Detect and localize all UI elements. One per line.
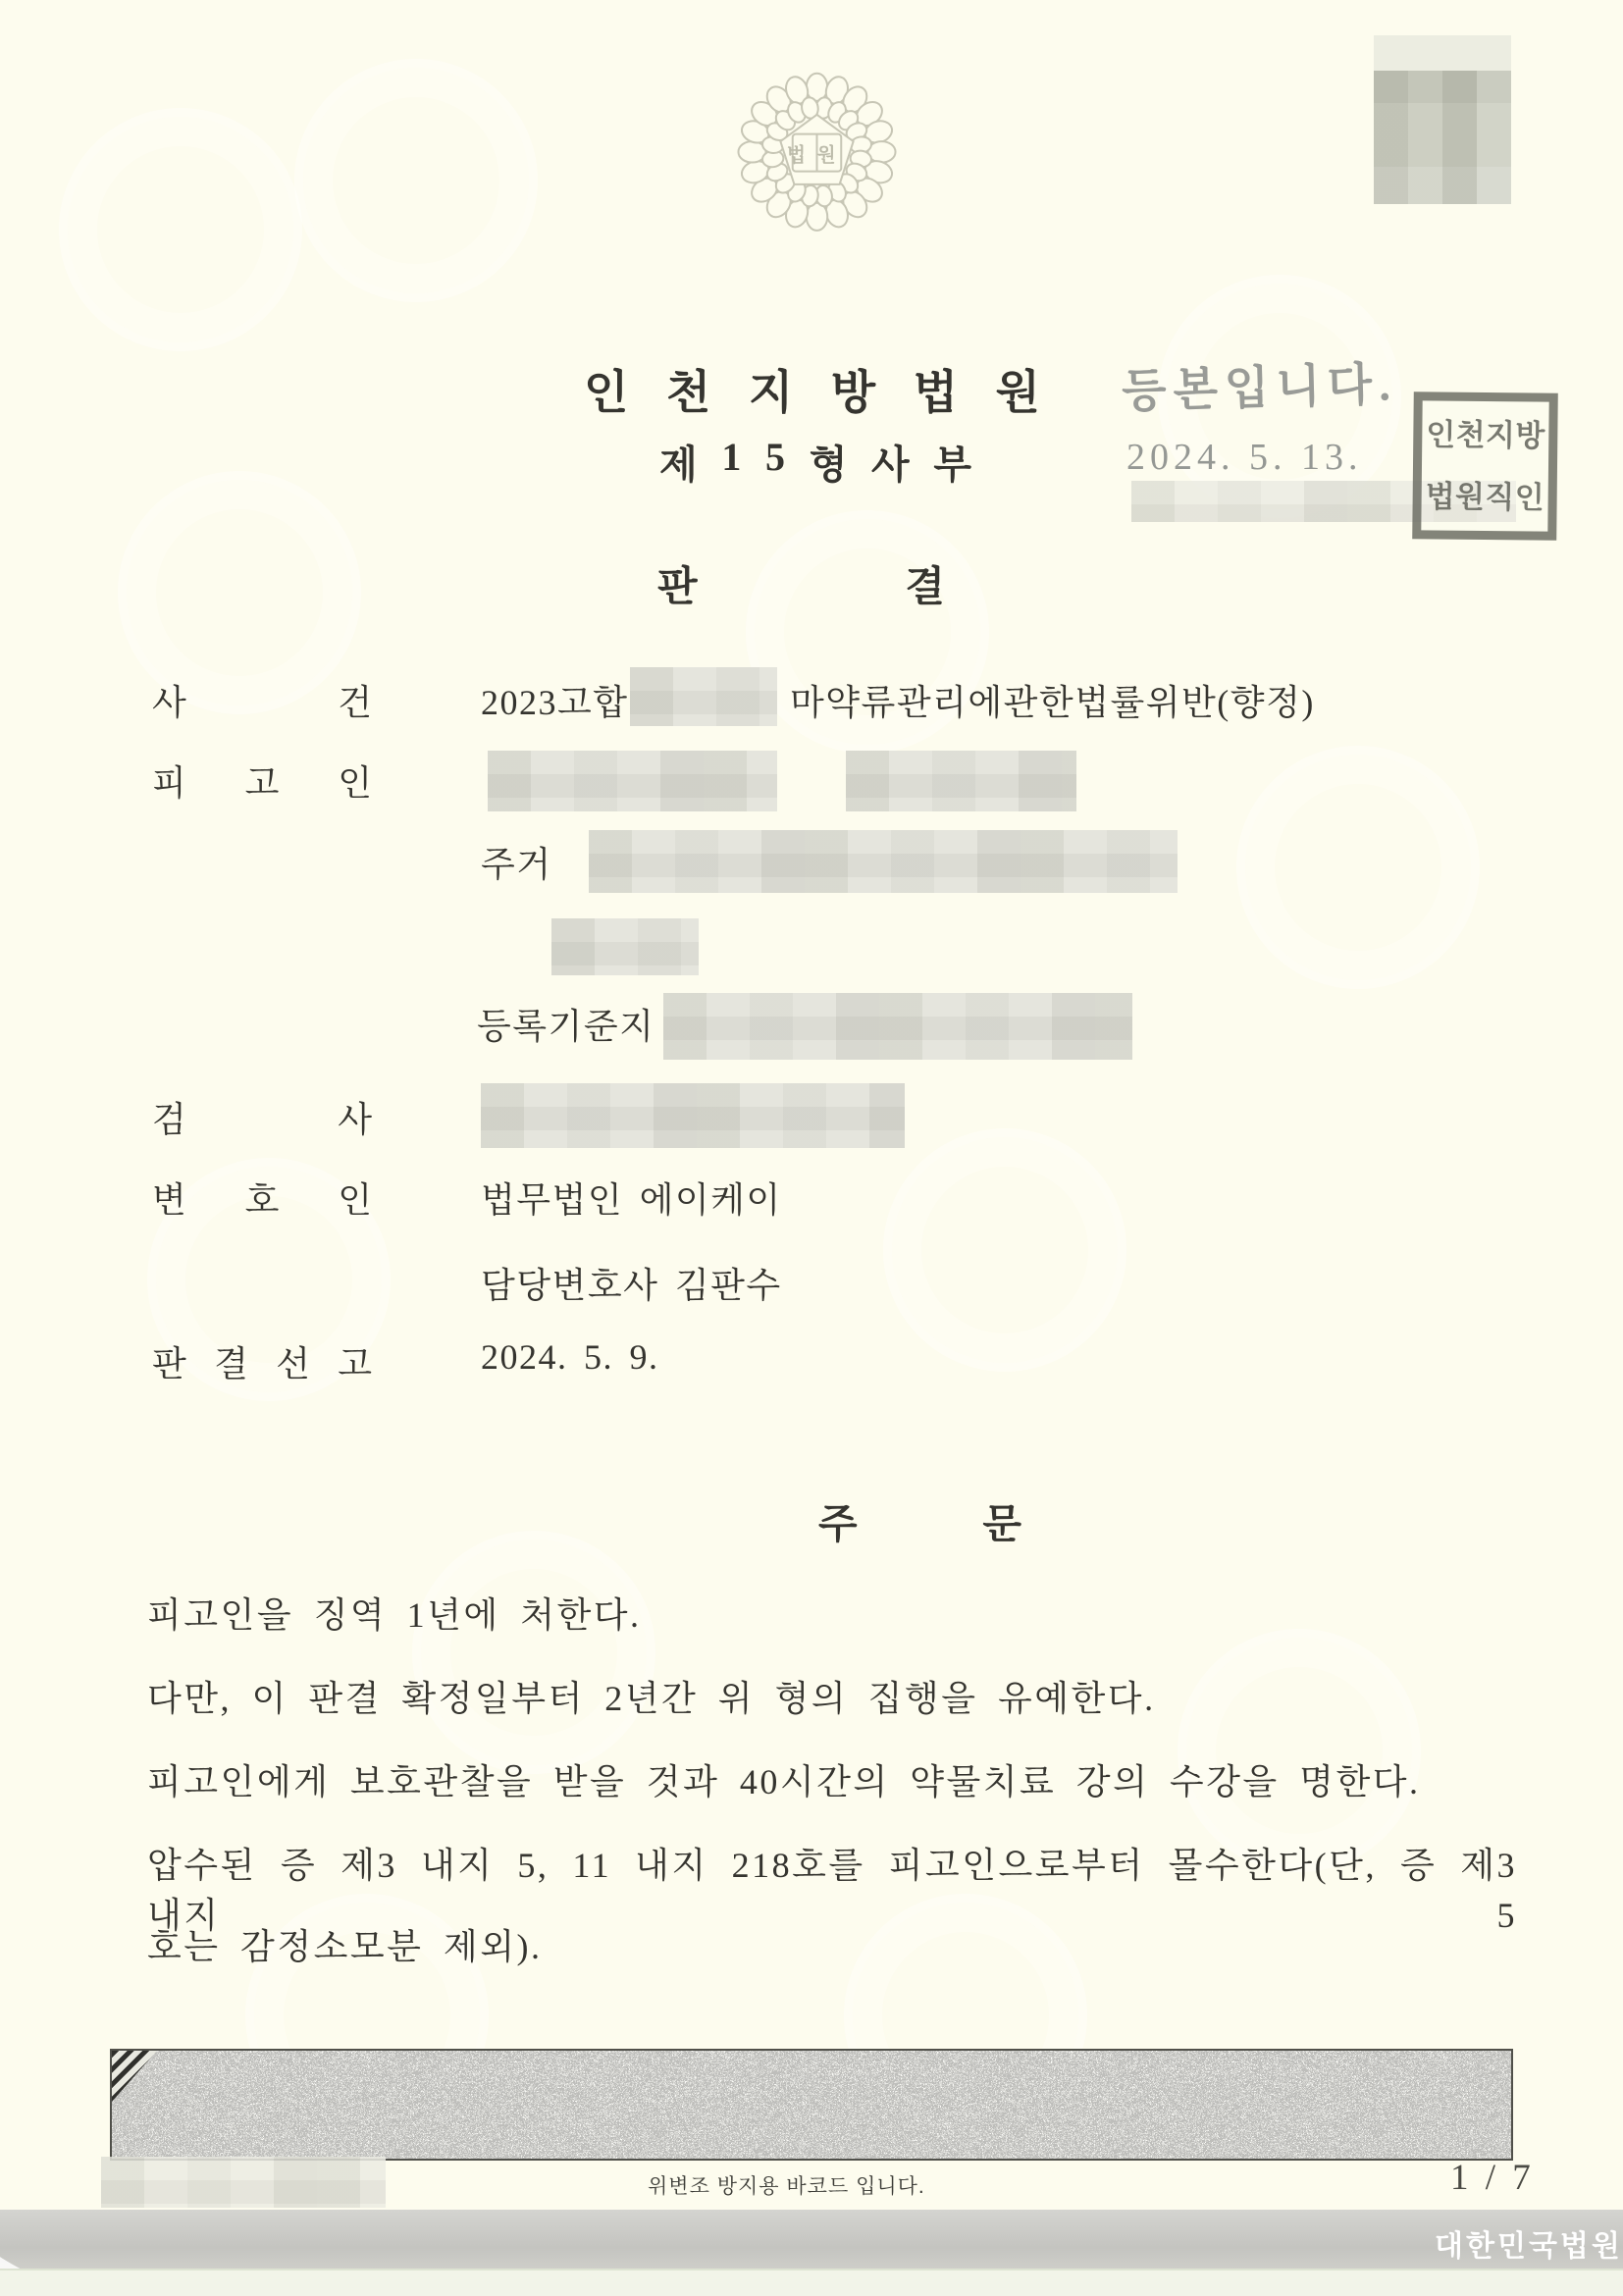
page-number-indicator: 1 / 7 [1450, 2158, 1535, 2198]
redacted-residence-address [589, 830, 1178, 893]
watermark-emblem [1178, 1629, 1421, 1872]
sentencing-label: 판 결 선 고 [152, 1344, 373, 1383]
page-bottom-edge [0, 2269, 1623, 2296]
footer-brand-band [0, 2210, 1623, 2269]
redacted-case-number [630, 667, 777, 726]
disposition-heading: 주 문 [818, 1501, 1021, 1546]
disposition-line: 다만, 이 판결 확정일부터 2년간 위 형의 집행을 유예한다. [147, 1679, 1156, 1718]
court-name-heading: 인 천 지 방 법 원 [584, 368, 1040, 419]
disposition-line: 피고인에게 보호관찰을 받을 것과 40시간의 약물치료 강의 수강을 명한다. [147, 1762, 1421, 1801]
division-heading: 제 1 5 형 사 부 [659, 435, 971, 487]
prosecutor-label: 검 사 [152, 1100, 373, 1139]
court-seal-row2: 법 원 직 인 [1425, 479, 1544, 515]
redacted-defendant-name [488, 751, 777, 811]
emblem-label: 법원 [786, 144, 848, 167]
registry-label: 등록기준지 [477, 1007, 655, 1046]
disposition-line: 압수된 증 제3 내지 5, 11 내지 218호를 피고인으로부터 몰수한다(단, 증 제3 내지 5 [147, 1846, 1517, 1935]
redacted-block-bottom-left [101, 2157, 386, 2208]
defendant-label: 피 고 인 [152, 763, 373, 803]
case-number-prefix: 2023고합 [481, 683, 629, 722]
disposition-line: 호는 감정소모분 제외). [147, 1927, 543, 1966]
counsel-firm: 법무법인 에이케이 [481, 1180, 782, 1220]
court-seal-row1: 인 천 지 방 [1426, 417, 1545, 453]
certified-copy-stamp-text: 등본입니다. [1121, 359, 1398, 418]
court-emblem-rosette [736, 69, 898, 247]
residence-label: 주거 [481, 845, 552, 884]
redacted-registry-address [663, 993, 1132, 1060]
counsel-attorney: 담당변호사 김판수 [481, 1266, 782, 1305]
watermark-emblem [59, 108, 302, 351]
case-label: 사 건 [152, 683, 373, 722]
barcode-caption: 위변조 방지용 바코드 입니다. [648, 2175, 925, 2198]
barcode-noise-pattern [112, 2051, 1511, 2159]
watermark-emblem [412, 1531, 655, 1774]
courts-of-korea-logo: 대한민국법원 [1435, 2230, 1623, 2263]
watermark-emblem [294, 59, 538, 302]
watermark-emblem [1236, 746, 1480, 989]
court-emblem [736, 69, 898, 247]
case-title: 마약류관리에관한법률위반(향정) [790, 683, 1315, 722]
document-type-heading: 판 결 [657, 565, 945, 610]
court-seal-stamp [1412, 391, 1558, 541]
redacted-block-top-right [1374, 35, 1511, 204]
redacted-residence-address-line2 [551, 918, 699, 975]
anti-forgery-barcode [110, 2049, 1513, 2161]
sentencing-date: 2024. 5. 9. [481, 1337, 659, 1377]
certified-copy-stamp-date: 2024. 5. 13. [1126, 437, 1363, 478]
disposition-line: 피고인을 징역 1년에 처한다. [147, 1595, 642, 1635]
redacted-defendant-info [846, 751, 1076, 811]
watermark-emblem [883, 1128, 1126, 1372]
redacted-prosecutor-name [481, 1083, 905, 1148]
counsel-label: 변 호 인 [152, 1180, 373, 1220]
